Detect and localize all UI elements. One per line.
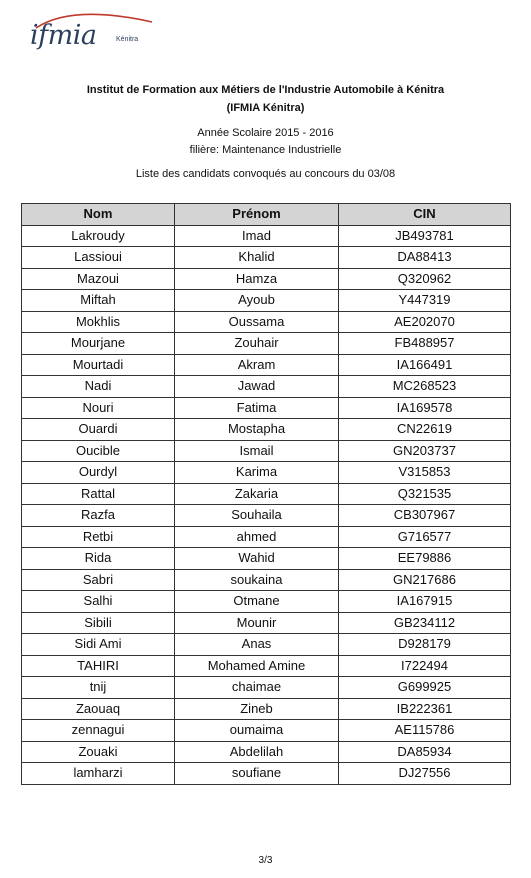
cell-cin: IA166491	[339, 354, 511, 376]
table-row	[22, 483, 511, 505]
cell-prenom: Khalid	[175, 247, 339, 269]
table-row	[22, 311, 511, 333]
cell-cin: IA167915	[339, 591, 511, 613]
cell-cin: GN217686	[339, 569, 511, 591]
cell-prenom: Imad	[175, 225, 339, 247]
cell-prenom: Fatima	[175, 397, 339, 419]
cell-prenom: soukaina	[175, 569, 339, 591]
page-number: 3/3	[258, 855, 273, 866]
cell-prenom: Abdelilah	[175, 741, 339, 763]
cell-nom: Mazoui	[22, 268, 175, 290]
cell-nom: Razfa	[22, 505, 175, 527]
cell-cin: CB307967	[339, 505, 511, 527]
logo-subtitle: Kénitra	[116, 36, 139, 43]
cell-nom: Ouardi	[22, 419, 175, 441]
cell-prenom: Karima	[175, 462, 339, 484]
cell-prenom: Akram	[175, 354, 339, 376]
column-header-cin: CIN	[339, 204, 511, 226]
candidates-table	[21, 203, 511, 785]
table-row	[22, 591, 511, 613]
cell-nom: Sidi Ami	[22, 634, 175, 656]
cell-nom: Rattal	[22, 483, 175, 505]
cell-cin: MC268523	[339, 376, 511, 398]
cell-nom: Mourjane	[22, 333, 175, 355]
cell-cin: D928179	[339, 634, 511, 656]
table-row	[22, 505, 511, 527]
cell-prenom: Ayoub	[175, 290, 339, 312]
cell-cin: DA88413	[339, 247, 511, 269]
cell-cin: Y447319	[339, 290, 511, 312]
cell-nom: Retbi	[22, 526, 175, 548]
cell-nom: lamharzi	[22, 763, 175, 785]
cell-nom: zennagui	[22, 720, 175, 742]
cell-nom: Mourtadi	[22, 354, 175, 376]
table-row	[22, 698, 511, 720]
table-row	[22, 397, 511, 419]
cell-nom: Sabri	[22, 569, 175, 591]
cell-cin: IA169578	[339, 397, 511, 419]
cell-cin: FB488957	[339, 333, 511, 355]
cell-nom: Sibili	[22, 612, 175, 634]
table-row	[22, 612, 511, 634]
table-body	[22, 225, 511, 784]
cell-nom: Nouri	[22, 397, 175, 419]
cell-prenom: Mounir	[175, 612, 339, 634]
school-year: Année Scolaire 2015 - 2016	[197, 127, 334, 139]
table-row	[22, 268, 511, 290]
filiere: filière: Maintenance Industrielle	[189, 144, 342, 156]
cell-cin: EE79886	[339, 548, 511, 570]
cell-nom: TAHIRI	[22, 655, 175, 677]
list-title: Liste des candidats convoqués au concours du 03/08	[135, 168, 396, 180]
cell-nom: Mokhlis	[22, 311, 175, 333]
cell-cin: GN203737	[339, 440, 511, 462]
table-row	[22, 741, 511, 763]
cell-nom: Zaouaq	[22, 698, 175, 720]
table-row	[22, 548, 511, 570]
table-row	[22, 763, 511, 785]
cell-prenom: Jawad	[175, 376, 339, 398]
table-row	[22, 462, 511, 484]
table-row	[22, 634, 511, 656]
cell-nom: Miftah	[22, 290, 175, 312]
cell-cin: Q321535	[339, 483, 511, 505]
cell-prenom: Anas	[175, 634, 339, 656]
cell-cin: GB234112	[339, 612, 511, 634]
column-header-nom: Nom	[22, 204, 175, 226]
cell-prenom: Ismail	[175, 440, 339, 462]
cell-nom: Rida	[22, 548, 175, 570]
cell-prenom: Wahid	[175, 548, 339, 570]
table-row	[22, 290, 511, 312]
cell-prenom: oumaima	[175, 720, 339, 742]
cell-cin: DJ27556	[339, 763, 511, 785]
institution-name: Institut de Formation aux Métiers de l'Industrie Automobile à Kénitra	[86, 84, 445, 96]
table-row	[22, 225, 511, 247]
table-row	[22, 720, 511, 742]
cell-prenom: Souhaila	[175, 505, 339, 527]
cell-prenom: Hamza	[175, 268, 339, 290]
cell-nom: Lassioui	[22, 247, 175, 269]
cell-prenom: chaimae	[175, 677, 339, 699]
cell-nom: Oucible	[22, 440, 175, 462]
table-row	[22, 655, 511, 677]
cell-cin: CN22619	[339, 419, 511, 441]
logo-wordmark: ifmia	[30, 20, 97, 51]
cell-prenom: Zakaria	[175, 483, 339, 505]
cell-nom: Nadi	[22, 376, 175, 398]
cell-cin: JB493781	[339, 225, 511, 247]
cell-cin: IB222361	[339, 698, 511, 720]
table-row	[22, 440, 511, 462]
table-row	[22, 247, 511, 269]
table-row	[22, 376, 511, 398]
table-row	[22, 354, 511, 376]
cell-prenom: Otmane	[175, 591, 339, 613]
table-row	[22, 677, 511, 699]
cell-cin: G699925	[339, 677, 511, 699]
cell-prenom: Mostapha	[175, 419, 339, 441]
cell-prenom: Zouhair	[175, 333, 339, 355]
cell-cin: G716577	[339, 526, 511, 548]
cell-cin: Q320962	[339, 268, 511, 290]
cell-prenom: ahmed	[175, 526, 339, 548]
cell-cin: AE115786	[339, 720, 511, 742]
table-row	[22, 526, 511, 548]
cell-prenom: Mohamed Amine	[175, 655, 339, 677]
cell-prenom: Oussama	[175, 311, 339, 333]
cell-cin: I722494	[339, 655, 511, 677]
table-header-row	[22, 204, 511, 226]
table-row	[22, 569, 511, 591]
column-header-prenom: Prénom	[175, 204, 339, 226]
cell-nom: Salhi	[22, 591, 175, 613]
cell-nom: tnij	[22, 677, 175, 699]
cell-nom: Ourdyl	[22, 462, 175, 484]
institution-abbr: (IFMIA Kénitra)	[226, 102, 305, 114]
cell-nom: Lakroudy	[22, 225, 175, 247]
cell-cin: DA85934	[339, 741, 511, 763]
table-row	[22, 333, 511, 355]
ifmia-logo	[22, 6, 182, 56]
table-row	[22, 419, 511, 441]
cell-cin: V315853	[339, 462, 511, 484]
cell-nom: Zouaki	[22, 741, 175, 763]
cell-prenom: Zineb	[175, 698, 339, 720]
cell-cin: AE202070	[339, 311, 511, 333]
cell-prenom: soufiane	[175, 763, 339, 785]
